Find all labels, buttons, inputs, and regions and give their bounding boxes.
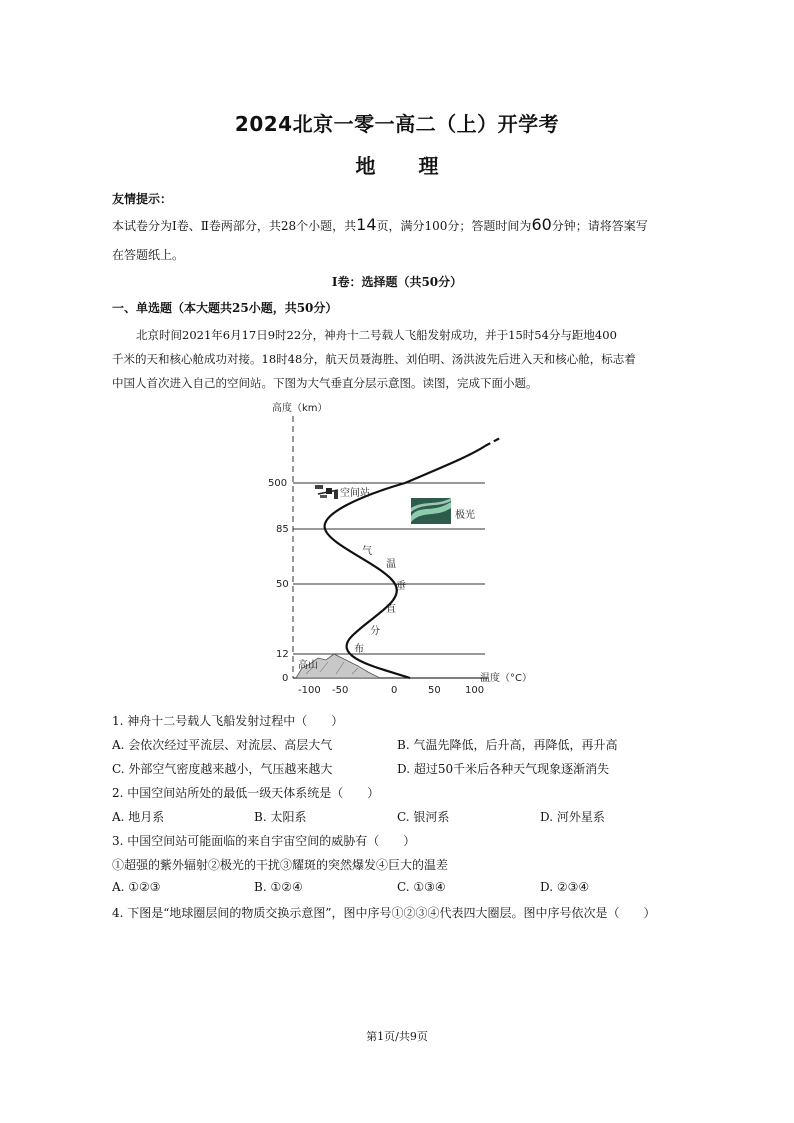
question-1-stem: 1. 神舟十二号载人飞船发射过程中（ ）	[112, 714, 344, 728]
question-2-option-b[interactable]: B. 太阳系	[254, 810, 307, 824]
intro-line-2: 千米的天和核心舱成功对接。18时48分，航天员聂海胜、刘伯明、汤洪波先后进入天和核心舱，标志着	[112, 352, 636, 366]
part-title: 一、单选题（本大题共25小题，共50分）	[112, 301, 338, 315]
question-1-option-a[interactable]: A. 会依次经过平流层、对流层、高层大气	[112, 738, 333, 752]
tips-text-c: 分钟；请将答案写	[551, 219, 648, 233]
temperature-curve	[325, 446, 485, 678]
intro-line-1: 北京时间2021年6月17日9时22分，神舟十二号载人飞船发射成功，并于15时54分与距地400	[136, 328, 617, 342]
x-tick-0: 0	[391, 685, 398, 696]
x-tick-neg50: -50	[332, 685, 349, 696]
space-station-label: 空间站	[340, 488, 370, 499]
tips-text-a: 本试卷分为Ⅰ卷、Ⅱ卷两部分，共28个小题，共	[112, 219, 357, 233]
curve-label-2: 温	[386, 559, 396, 570]
subject-title: 地 理	[355, 154, 439, 178]
atmosphere-chart	[260, 396, 540, 696]
y-tick-12: 12	[276, 649, 289, 660]
exam-title: 2024北京一零一高二（上）开学考	[234, 112, 560, 136]
y-axis-label: 高度（km）	[272, 403, 328, 414]
question-2-option-a[interactable]: A. 地月系	[112, 810, 165, 824]
curve-label-6: 布	[354, 644, 364, 655]
tips-minutes: 60	[531, 215, 552, 234]
curve-label-1: 气	[362, 546, 372, 557]
tips-pages: 14	[356, 215, 377, 234]
question-1-option-c[interactable]: C. 外部空气密度越来越小，气压越来越大	[112, 762, 333, 776]
x-tick-50: 50	[428, 685, 441, 696]
tips-title: 友情提示：	[112, 192, 173, 206]
question-3-option-b[interactable]: B. ①②④	[254, 880, 303, 894]
aurora-image	[411, 498, 451, 524]
tips-line-2: 在答题纸上。	[112, 248, 185, 262]
question-2-stem: 2. 中国空间站所处的最低一级天体系统是（ ）	[112, 786, 380, 800]
question-3-option-a[interactable]: A. ①②③	[112, 880, 161, 894]
y-tick-50: 50	[276, 579, 289, 590]
question-3-stem: 3. 中国空间站可能面临的来自宇宙空间的威胁有（ ）	[112, 834, 416, 848]
question-1-option-b[interactable]: B. 气温先降低，后升高，再降低，再升高	[397, 738, 618, 752]
y-tick-85: 85	[276, 524, 289, 535]
intro-line-3: 中国人首次进入自己的空间站。下图为大气垂直分层示意图。读图，完成下面小题。	[112, 376, 538, 390]
mountain-label: 高山	[298, 660, 318, 671]
question-3-option-c[interactable]: C. ①③④	[397, 880, 446, 894]
question-1-option-d[interactable]: D. 超过50千米后各种天气现象逐渐消失	[397, 762, 610, 776]
curve-label-3: 垂	[396, 581, 406, 592]
question-2-option-d[interactable]: D. 河外星系	[540, 810, 605, 824]
question-4-stem: 4. 下图是“地球圈层间的物质交换示意图”，图中序号①②③④代表四大圈层。图中序号依次是（ ）	[112, 906, 656, 920]
aurora-label: 极光	[455, 510, 475, 521]
y-tick-0: 0	[282, 673, 289, 684]
question-3-extra: ①超强的紫外辐射②极光的干扰③耀斑的突然爆发④巨大的温差	[112, 858, 449, 872]
question-3-option-d[interactable]: D. ②③④	[540, 880, 590, 894]
section-title: Ⅰ卷：选择题（共50分）	[331, 275, 463, 289]
question-2-option-c[interactable]: C. 银河系	[397, 810, 450, 824]
tips-line-1	[112, 212, 692, 239]
curve-label-5: 分	[370, 626, 380, 637]
x-tick-100: 100	[465, 685, 485, 696]
page-footer: 第1页/共9页	[366, 1030, 428, 1043]
space-station-icon	[315, 485, 338, 499]
y-tick-500: 500	[268, 478, 288, 489]
x-axis-label: 温度（°C）	[480, 673, 532, 684]
x-tick-neg100: -100	[298, 685, 321, 696]
temperature-curve-extension	[485, 438, 500, 446]
curve-label-4: 直	[386, 604, 396, 615]
tips-text-b: 页，满分100分；答题时间为	[376, 219, 532, 233]
